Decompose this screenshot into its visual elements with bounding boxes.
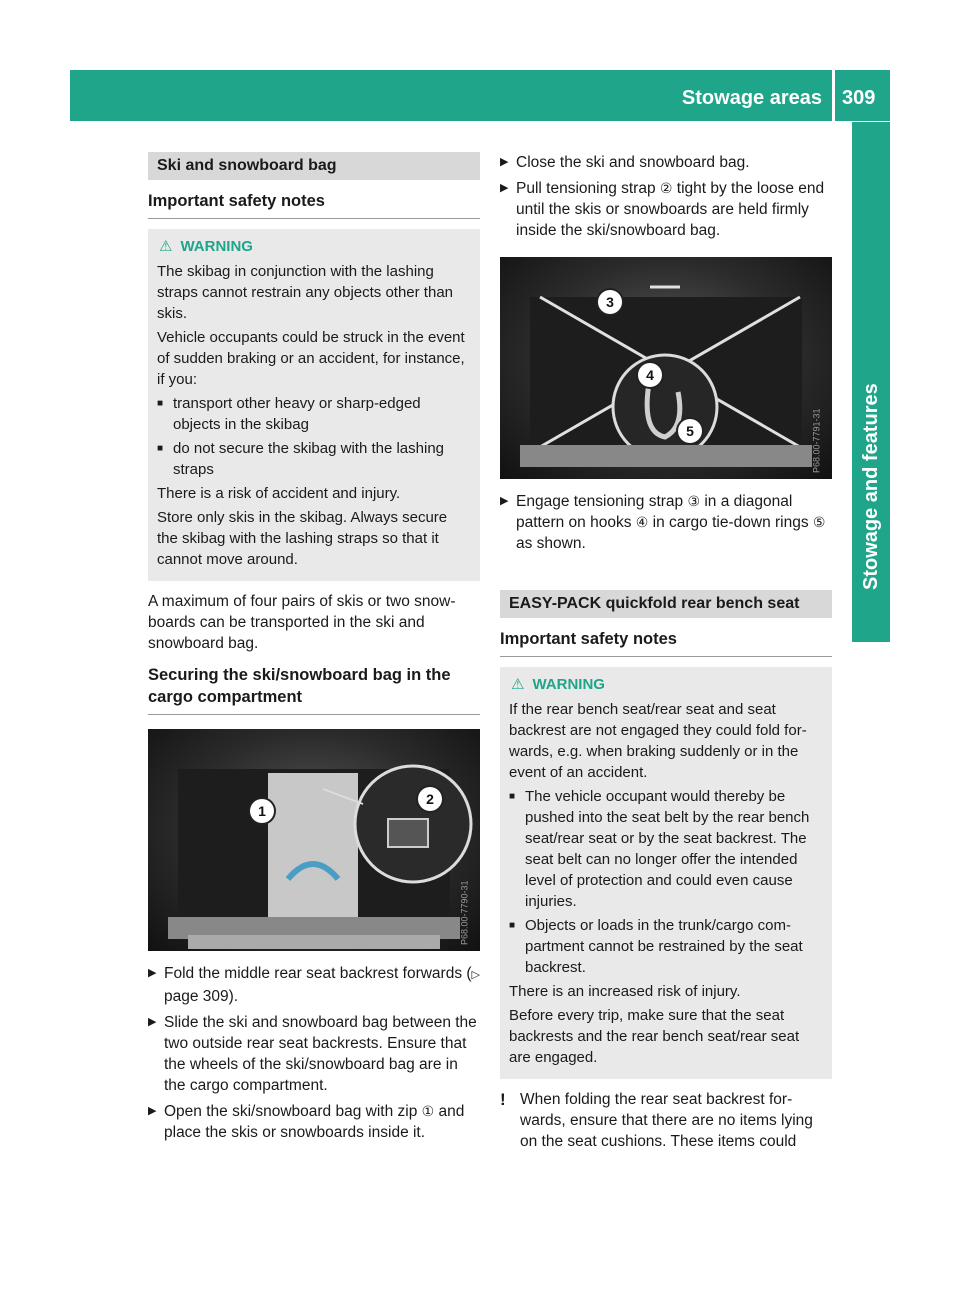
step-item — [500, 152, 832, 173]
side-tab-marker — [852, 604, 890, 642]
warning-paragraph: The skibag in conjunction with the lashing straps cannot restrain any objects other than skis. — [157, 263, 454, 322]
bullet-icon: ■ — [509, 791, 516, 802]
warning-title — [157, 237, 471, 257]
callout-2: 2 — [418, 787, 442, 811]
bumper-trim — [520, 445, 812, 467]
step-arrow-icon: ▶ — [148, 967, 157, 979]
step-arrow-icon: ▶ — [500, 156, 509, 168]
step-item — [500, 178, 832, 241]
securing-heading: Securing the ski/snowboard bag in the cargo compartment — [148, 664, 480, 715]
exclamation-icon: ! — [500, 1090, 506, 1109]
warning-triangle-icon: ⚠ — [511, 676, 525, 693]
warning-paragraph: Before every trip, make sure that the seat backrests and the rear bench seat/rear seat are engaged. — [509, 1007, 800, 1066]
callout-5: 5 — [678, 419, 702, 443]
right-column — [500, 152, 832, 1152]
figure-code: P68.00-7790-31 — [460, 880, 470, 945]
step-arrow-icon: ▶ — [148, 1105, 157, 1117]
sill-trim — [188, 935, 440, 949]
warning-bullet — [509, 915, 823, 978]
page-ref-icon[interactable]: ▷ — [471, 969, 481, 981]
bullet-icon: ■ — [157, 398, 164, 409]
callout-3: 3 — [598, 290, 622, 314]
warning-paragraph: If the rear bench seat/rear seat and seat backrest are not engaged they could fold for-wards, e.g. when braking suddenly or in the event of an accident. — [509, 701, 807, 781]
side-chapter-label — [853, 554, 889, 590]
warning-bullet-text: transport other heavy or sharp-edged objects in the skibag — [173, 395, 421, 433]
warning-triangle-icon: ⚠ — [159, 238, 173, 255]
bullet-icon: ■ — [509, 920, 516, 931]
section-title-ski-bag: Ski and snowboard bag — [148, 152, 480, 180]
warning-label: WARNING — [532, 676, 605, 693]
detail-magnifier — [613, 355, 717, 459]
step-text: Close the ski and snowboard bag. — [516, 154, 750, 171]
step-item — [148, 1101, 480, 1143]
section-title-easy-pack: EASY-PACK quickfold rear bench seat — [500, 590, 832, 618]
safety-heading-right: Important safety notes — [500, 628, 832, 657]
zip-buckle — [388, 819, 428, 847]
step-text: Pull tensioning strap ② tight by the loose end until the skis or snowboards are held firmly inside the ski/snowboard bag. — [516, 180, 825, 239]
warning-bullet-text: Objects or loads in the trunk/cargo com-partment cannot be restrained by the seat backrest. — [525, 917, 803, 976]
warning-bullet-text: do not secure the skibag with the lashing straps — [173, 440, 445, 478]
callout-4: 4 — [638, 363, 662, 387]
page-number: 309 — [842, 87, 876, 109]
step-item — [148, 1012, 480, 1096]
step-text: Open the ski/snowboard bag with zip ① and place the skis or snowboards inside it. — [164, 1103, 465, 1141]
caution-note-text: When folding the rear seat backrest for-wards, ensure that there are no items lying on the seat cushions. These items could — [520, 1091, 813, 1150]
warning-bullet — [509, 786, 823, 912]
warning-paragraph: Store only skis in the skibag. Always secure the skibag with the lashing straps so that it cannot move around. — [157, 509, 448, 568]
warning-paragraph: There is a risk of accident and injury. — [157, 485, 401, 502]
warning-bullet — [157, 393, 471, 435]
step-text: Fold the middle rear seat backrest forwards (▷ page 309). — [164, 965, 481, 1005]
warning-paragraph: There is an increased risk of injury. — [509, 983, 741, 1000]
safety-heading-left: Important safety notes — [148, 190, 480, 219]
caution-note — [500, 1089, 832, 1152]
ski-bag-figure — [148, 729, 480, 951]
figure-code: P68.00-7791-31 — [812, 408, 822, 473]
warning-box-easy-pack — [500, 667, 832, 1079]
step-item — [148, 963, 480, 1007]
warning-bullet-text: The vehicle occupant would thereby be pushed into the seat belt by the rear bench seat/rear seat or by the seat backrest. The seat belt can no longer offer the intended level of protection and could even cause injuries. — [525, 788, 810, 910]
capacity-paragraph: A maximum of four pairs of skis or two snow-boards can be transported in the ski and snowboard bag. — [148, 593, 456, 652]
warning-bullet — [157, 438, 471, 480]
warning-paragraph: Vehicle occupants could be struck in the event of sudden braking or an accident, for instance, if you: — [157, 329, 465, 388]
tensioning-strap-figure — [500, 257, 832, 479]
step-arrow-icon: ▶ — [148, 1016, 157, 1028]
ski-bag-shape — [268, 773, 358, 923]
step-text: Slide the ski and snowboard bag between the two outside rear seat backrests. Ensure that the wheels of the ski/snowboard bag are in the cargo compartment. — [164, 1014, 477, 1094]
warning-title — [509, 675, 823, 695]
step-item — [500, 491, 832, 554]
header-divider — [832, 70, 835, 121]
step-arrow-icon: ▶ — [500, 495, 509, 507]
warning-label: WARNING — [180, 238, 253, 255]
running-header-title: Stowage areas — [681, 87, 822, 109]
left-column — [148, 152, 480, 1143]
warning-box-ski — [148, 229, 480, 581]
step-arrow-icon: ▶ — [500, 182, 509, 194]
bullet-icon: ■ — [157, 443, 164, 454]
callout-1: 1 — [250, 799, 274, 823]
step-text: Engage tensioning strap ③ in a diagonal pattern on hooks ④ in cargo tie-down rings ⑤ as shown. — [516, 493, 826, 552]
